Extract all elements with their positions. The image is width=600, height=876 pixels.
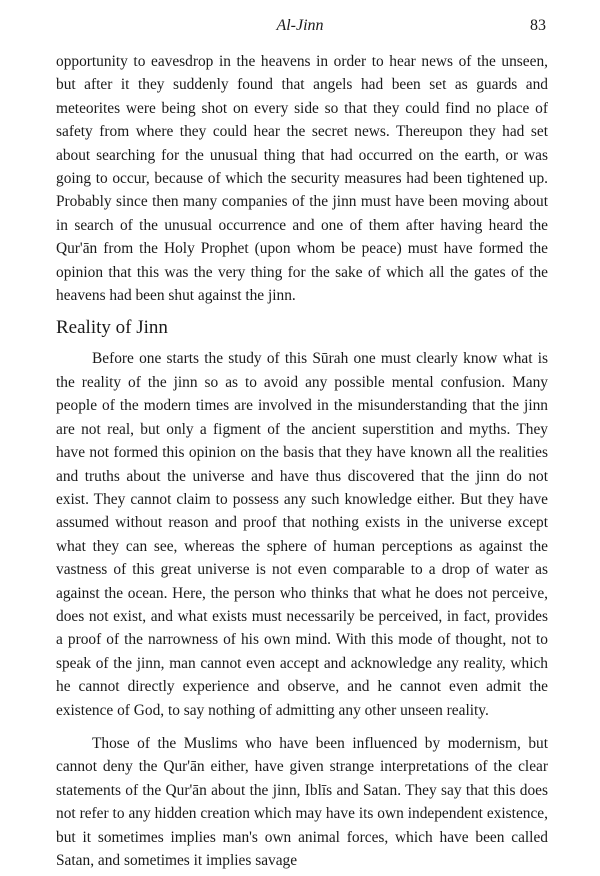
section-heading: Reality of Jinn [56, 317, 168, 339]
body-paragraph: Before one starts the study of this Sūrah one must clearly know what is the reality of the jinn so as to avoid any possible mental confusion. Many people of the modern times are involved in the misunderstanding that the jinn are not real, but only a figment of the ancient superstition and myths. They have not formed this opinion on the basis that they have known all the realities and truths about the universe and have thus discovered that the jinn do not exist. They cannot claim to possess any such knowledge either. But they have assumed without reason and proof that nothing exists in the universe except what they can see, whereas the sphere of human perceptions as against the vastness of this great universe is not even comparable to a drop of water as against the ocean. Here, the person who thinks that what he does not perceive, does not exist, and what exists must necessarily be perceived, in fact, provides a proof of the narrowness of his own mind. With this mode of thought, not to speak of the jinn, man cannot even accept and acknowledge any reality, which he cannot directly experience and observe, and he cannot even admit the existence of God, to say nothing of admitting any other unseen reality. [56, 350, 548, 719]
paragraph-gap [56, 722, 548, 732]
running-title: Al-Jinn [276, 17, 324, 34]
page-body [56, 50, 548, 872]
running-header [0, 14, 600, 38]
page-number: 83 [530, 17, 546, 34]
body-paragraph: opportunity to eavesdrop in the heavens in order to hear news of the unseen, but after it they suddenly found that angels had been set as guards and meteorites were being shot on every side so that they could find no place of safety from where they could hear the secret news. Thereupon they had set about searching for the unusual thing that had occurred on the earth, or was going to occur, because of which the security measures had been tightened up. Probably since then many companies of the jinn must have been moving about in search of the unusual occurrence and one of them after having heard the Qur'ān from the Holy Prophet (upon whom be peace) must have formed the opinion that this was the very thing for the sake of which all the gates of the heavens had been shut against the jinn. [56, 53, 548, 305]
body-paragraph: Those of the Muslims who have been influenced by modernism, but cannot deny the Qur'ān either, have given strange interpretations of the clear statements of the Qur'ān about the jinn, Iblīs and Satan. They say that this does not refer to any hidden creation which may have its own independent existence, but it sometimes implies man's own animal forces, which have been called Satan, and sometimes it implies savage [56, 734, 548, 869]
